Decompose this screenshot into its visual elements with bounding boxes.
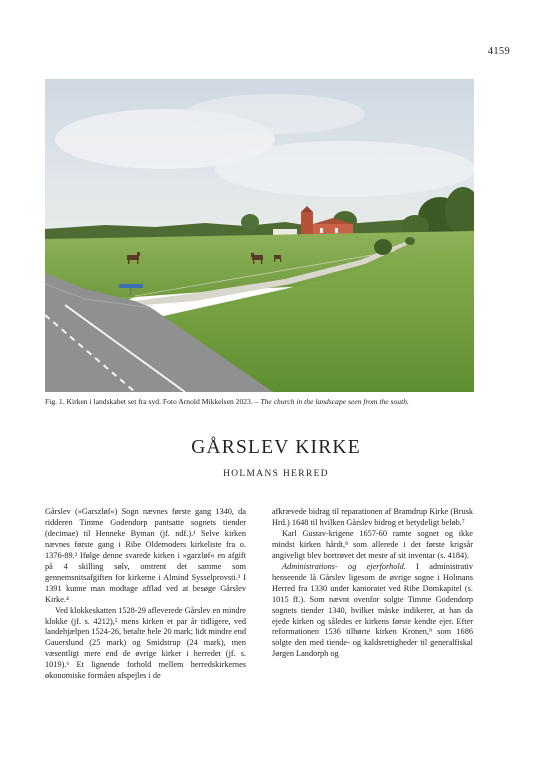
paragraph: Ved klokkeskatten 1528-29 afleverede Gårslev en mindre klokke (jf. s. 4212),⁵ mens kirken et par år tidligere, ved landehjælpen 1524-26, betalte hele 20 mark; lidt mindre end Gauerslund (25 mark) og Smidstrup (24 mark), men væsentligt mere end de øvrige kirker i herredet (jf. s. 1019).⁶ Et lignende forhold mellem herredskirkernes økonomiske formåen afspejles i de <box>45 605 246 681</box>
text-column-right <box>272 507 473 660</box>
figure-caption <box>45 397 481 407</box>
section-heading: Administrations- og ejerforhold. <box>282 561 406 571</box>
paragraph: afkrævede bidrag til reparationen af Bramdrup Kirke (Brusk Hrd.) 1648 til hvilken Gårslev bidrog et betydeligt beløb.⁷ <box>272 507 473 527</box>
paragraph-text: I administrativ henseende lå Gårslev ligesom de øvrige sogne i Holmans Herred fra 1330 under kantoratet ved Ribe Domkapitel (s. 1015 ff.). Som nævnt ovenfor solgte Timme Godendorp sognets tiender 1340, hvilket måske indikerer, at han da ejede kirken og således er kirkens første kendte ejer. Efter reformationen 1536 tilhørte kirken Kronen,⁹ som 1686 solgte den med tiende- og kaldsrettigheder til generalfiskal Jørgen Landorph og <box>272 561 473 659</box>
page-number: 4159 <box>487 46 510 57</box>
page-title: GÅRSLEV KIRKE <box>191 437 361 458</box>
paragraph <box>272 562 473 661</box>
paragraph: Karl Gustav-krigene 1657-60 ramte sognet og ikke mindst kirken hårdt,⁸ som allerede i det første krigsår angiveligt blev bortrøvet det meste af sit inventar (s. 4184). <box>272 528 473 560</box>
caption-english: The church in the landscape seen from the south. <box>260 397 409 406</box>
paragraph: Gårslev (»Garszløf«) Sogn nævnes første gang 1340, da ridderen Timme Godendorp pantsatte sognets tiender (decimae) til Henneke Byman (jf. ndf.).¹ Selve kirken nævnes første gang i Ribe Oldemoders kirkeliste fra o. 1376-89.² Ifølge denne svarede kirken i »garzløf« en afgift på 4 skilling sølv, omtrent det samme som gennemsnitsafgiften for kirkerne i Almind Sysselprovsti.³ I 1391 kunne man modtage afflad ved at besøge Gårslev Kirke.⁴ <box>45 507 246 604</box>
text-column-left <box>45 507 246 682</box>
landscape-photo <box>45 79 474 392</box>
page-subtitle: HOLMANS HERRED <box>223 469 329 479</box>
caption-danish: Fig. 1. Kirken i landskabet set fra syd. Foto Arnold Mikkelsen 2023. – <box>45 397 259 406</box>
